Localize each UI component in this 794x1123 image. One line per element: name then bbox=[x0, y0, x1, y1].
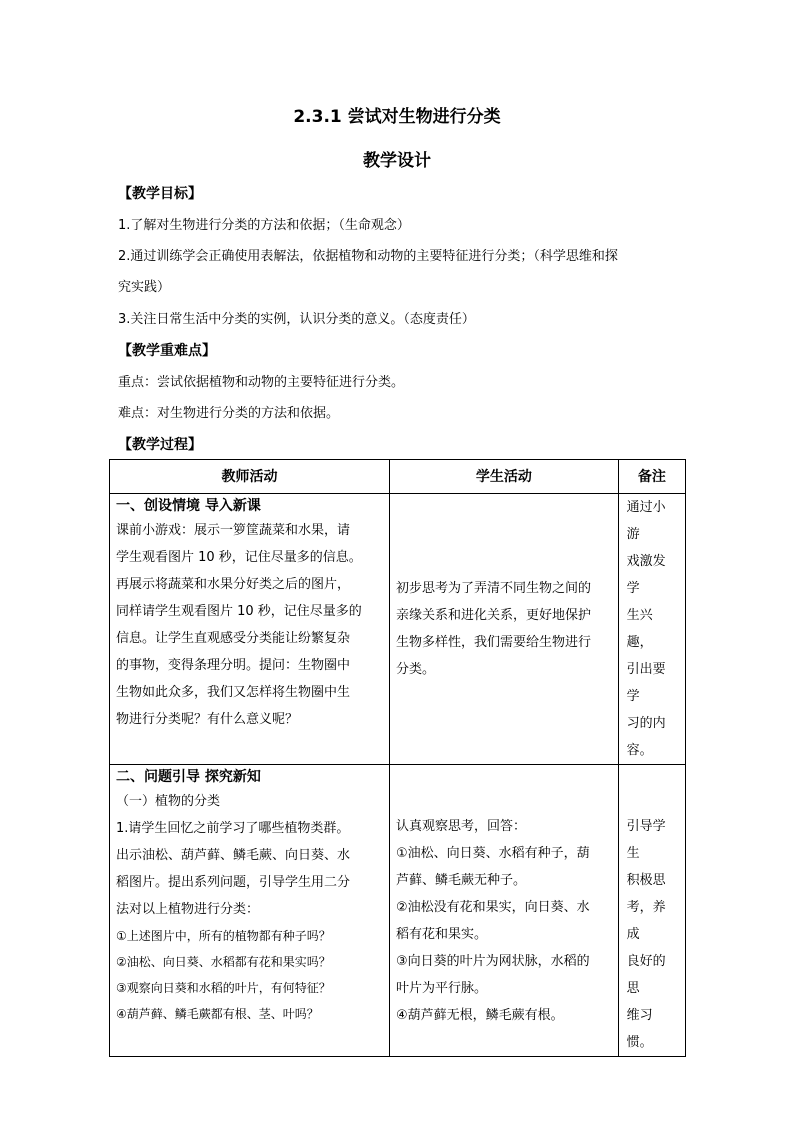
student-line: 生物多样性，我们需要给生物进行 bbox=[395, 635, 591, 650]
student-line: 亲缘关系和进化关系，更好地保护 bbox=[395, 608, 591, 623]
student-line: 叶片为平行脉。 bbox=[395, 981, 487, 996]
teacher-activity-cell bbox=[110, 765, 390, 1057]
goal-item-2-cont: 究实践） bbox=[118, 280, 171, 295]
question-line: ④葫芦藓、鳞毛蕨都有根、茎、叶吗？ bbox=[116, 1007, 319, 1021]
note-line: 引导学生 bbox=[626, 819, 666, 861]
note-line: 生兴趣， bbox=[626, 608, 653, 650]
student-line: ③向日葵的叶片为网状脉，水稻的 bbox=[395, 954, 590, 969]
student-activity-cell bbox=[389, 494, 618, 765]
question-line: ③观察向日葵和水稻的叶片，有何特征？ bbox=[116, 981, 331, 995]
teacher-line: 同样请学生观看图片 10 秒，记住尽量多的 bbox=[116, 604, 362, 619]
teacher-line: 课前小游戏：展示一箩筐蔬菜和水果，请 bbox=[116, 523, 351, 538]
teacher-activity-cell bbox=[110, 494, 390, 765]
document-subtitle: 教学设计 bbox=[363, 151, 431, 171]
student-line: 芦藓、鳞毛蕨无种子。 bbox=[395, 873, 526, 888]
goals-heading: 【教学目标】 bbox=[118, 186, 202, 202]
table-header-row bbox=[110, 460, 686, 494]
section-title: 一、创设情境 导入新课 bbox=[116, 498, 261, 514]
note-line: 良好的思 bbox=[626, 954, 666, 996]
note-line: 戏激发学 bbox=[626, 554, 666, 596]
goal-item-3: 3.关注日常生活中分类的实例，认识分类的意义。（态度责任） bbox=[118, 312, 475, 327]
note-cell bbox=[618, 494, 685, 765]
student-line: 认真观察思考，回答： bbox=[395, 819, 526, 834]
column-header-student: 学生活动 bbox=[389, 460, 618, 494]
question-line: ①上述图片中，所有的植物都有种子吗？ bbox=[116, 929, 331, 943]
note-line: 通过小游 bbox=[626, 500, 666, 542]
teacher-line: 的事物，变得条理分明。提问：生物圈中 bbox=[116, 658, 351, 673]
goal-item-1: 1.了解对生物进行分类的方法和依据；（生命观念） bbox=[118, 218, 410, 233]
teacher-line: 1.请学生回忆之前学习了哪些植物类群。 bbox=[116, 821, 350, 836]
student-activity-cell bbox=[389, 765, 618, 1057]
teacher-subheading: （一）植物的分类 bbox=[116, 794, 221, 809]
student-line: 初步思考为了弄清不同生物之间的 bbox=[395, 581, 591, 596]
note-line: 积极思 bbox=[626, 873, 666, 888]
document-title: 2.3.1 尝试对生物进行分类 bbox=[293, 107, 501, 127]
column-header-teacher: 教师活动 bbox=[110, 460, 390, 494]
process-table bbox=[109, 459, 686, 1057]
teacher-line: 生物如此众多，我们又怎样将生物圈中生 bbox=[116, 685, 351, 700]
teacher-line: 稻图片。提出系列问题，引导学生用二分 bbox=[116, 875, 351, 890]
teacher-line: 再展示将蔬菜和水果分好类之后的图片， bbox=[116, 577, 351, 592]
note-line: 习的内 bbox=[626, 716, 666, 731]
teacher-line: 物进行分类呢？有什么意义呢？ bbox=[116, 712, 299, 727]
section-title: 二、问题引导 探究新知 bbox=[116, 769, 261, 785]
teacher-line: 学生观看图片 10 秒，记住尽量多的信息。 bbox=[116, 550, 362, 565]
process-heading: 【教学过程】 bbox=[118, 437, 202, 453]
keypoint-emphasis: 重点：尝试依据植物和动物的主要特征进行分类。 bbox=[118, 375, 405, 390]
note-cell bbox=[618, 765, 685, 1057]
goal-item-2: 2.通过训练学会正确使用表解法，依据植物和动物的主要特征进行分类；（科学思维和探 bbox=[118, 249, 618, 264]
teacher-line: 出示油松、葫芦藓、鳞毛蕨、向日葵、水 bbox=[116, 848, 351, 863]
teacher-line: 信息。让学生直观感受分类能让纷繁复杂 bbox=[116, 631, 351, 646]
note-line: 考，养成 bbox=[626, 900, 666, 942]
table-row bbox=[110, 494, 686, 765]
student-line: ④葫芦藓无根，鳞毛蕨有根。 bbox=[395, 1008, 564, 1023]
student-line: 稻有花和果实。 bbox=[395, 927, 487, 942]
student-line: ②油松没有花和果实，向日葵、水 bbox=[395, 900, 590, 915]
note-line: 容。 bbox=[626, 743, 653, 758]
student-line: 分类。 bbox=[395, 662, 435, 677]
column-header-note: 备注 bbox=[618, 460, 685, 494]
student-line: ①油松、向日葵、水稻有种子，葫 bbox=[395, 846, 590, 861]
keypoints-heading: 【教学重难点】 bbox=[118, 343, 216, 359]
table-row bbox=[110, 765, 686, 1057]
teacher-line: 法对以上植物进行分类： bbox=[116, 902, 260, 917]
keypoint-difficulty: 难点：对生物进行分类的方法和依据。 bbox=[118, 406, 340, 421]
question-line: ②油松、向日葵、水稻都有花和果实吗？ bbox=[116, 955, 331, 969]
note-line: 引出要学 bbox=[626, 662, 666, 704]
note-line: 维习惯。 bbox=[626, 1008, 653, 1050]
